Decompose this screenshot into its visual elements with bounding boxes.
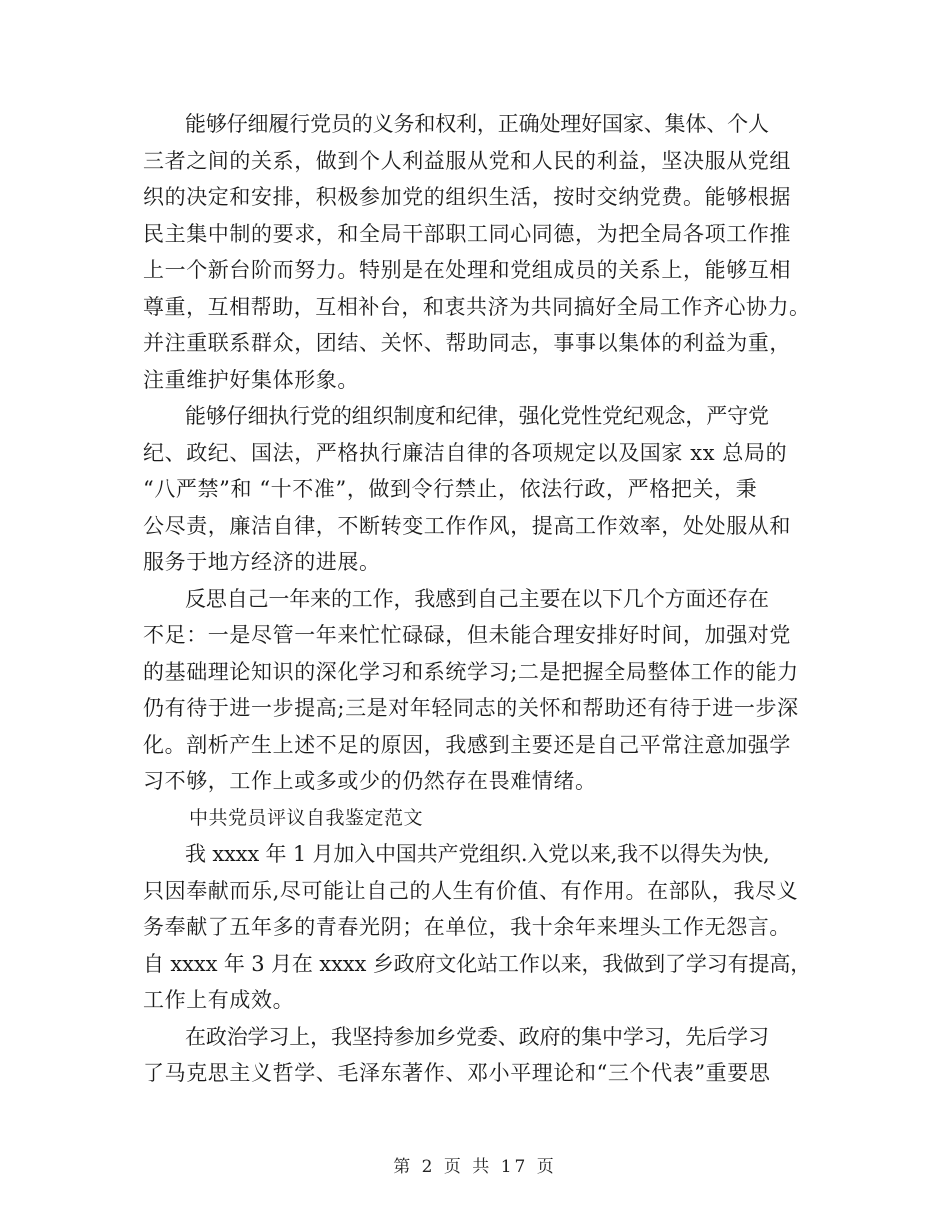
text-line: 民主集中制的要求，和全局干部职工同心同德，为把全局各项工作推 <box>143 221 791 246</box>
text-line: 只因奉献而乐,尽可能让自己的人生有价值、有作用。在部队，我尽义 <box>143 878 799 903</box>
text-line: 习不够，工作上或多或少的仍然存在畏难情绪。 <box>143 769 597 793</box>
text-line: 服务于地方经济的进展。 <box>143 550 381 574</box>
text-line: 三者之间的关系，做到个人利益服从党和人民的利益，坚决服从党组 <box>143 148 791 173</box>
paragraph-2 <box>143 398 811 581</box>
text-line: 反思自己一年来的工作，我感到自己主要在以下几个方面还存在 <box>185 586 769 611</box>
text-line: 上一个新台阶而努力。特别是在处理和党组成员的关系上，能够互相 <box>143 258 791 282</box>
text-line: 尊重，互相帮助，互相补台，和衷共济为共同搞好全局工作齐心协力。 <box>143 294 811 319</box>
text-line: 自 xxxx 年 3 月在 xxxx 乡政府文化站工作以来，我做到了学习有提高， <box>143 951 812 976</box>
paragraph-5 <box>143 1019 811 1092</box>
text-line: 公尽责，廉洁自律，不断转变工作作风，提高工作效率，处处服从和 <box>143 513 791 538</box>
text-line: 在政治学习上，我坚持参加乡党委、政府的集中学习，先后学习 <box>185 1024 769 1049</box>
text-line: 不足：一是尽管一年来忙忙碌碌，但未能合理安排好时间，加强对党 <box>143 623 791 647</box>
text-line: 工作上有成效。 <box>143 988 295 1012</box>
document-body <box>143 106 811 1092</box>
text-line: 仍有待于进一步提高;三是对年轻同志的关怀和帮助还有待于进一步深 <box>143 696 799 720</box>
text-line: 了马克思主义哲学、毛泽东著作、邓小平理论和“三个代表”重要思 <box>143 1061 771 1085</box>
text-line: 并注重联系群众，团结、关怀、帮助同志，事事以集体的利益为重， <box>143 331 791 355</box>
text-line: 的基础理论知识的深化学习和系统学习;二是把握全局整体工作的能力 <box>143 659 799 684</box>
paragraph-1 <box>143 106 811 398</box>
text-line: 纪、政纪、国法，严格执行廉洁自律的各项规定以及国家 xx 总局的 <box>143 440 788 465</box>
text-line: 务奉献了五年多的青春光阴；在单位，我十余年来埋头工作无怨言。 <box>143 915 791 939</box>
paragraph-3 <box>143 581 811 800</box>
text-line: 织的决定和安排，积极参加党的组织生活，按时交纳党费。能够根据 <box>143 185 791 209</box>
paragraph-4 <box>143 836 811 1019</box>
text-line: 注重维护好集体形象。 <box>143 367 359 392</box>
page-number-footer: 第 2 页 共 17 页 <box>393 1157 557 1177</box>
section-heading: 中共党员评议自我鉴定范文 <box>189 806 424 829</box>
text-line: “八严禁”和 “十不准”，做到令行禁止，依法行政，严格把关，秉 <box>143 477 758 501</box>
text-line: 我 xxxx 年 1 月加入中国共产党组织.入党以来,我不以得失为快, <box>185 842 770 866</box>
text-line: 能够仔细履行党员的义务和权利，正确处理好国家、集体、个人 <box>185 112 769 136</box>
text-line: 化。剖析产生上述不足的原因，我感到主要还是自己平常注意加强学 <box>143 732 791 757</box>
text-line: 能够仔细执行党的组织制度和纪律，强化党性党纪观念，严守党 <box>185 404 769 428</box>
